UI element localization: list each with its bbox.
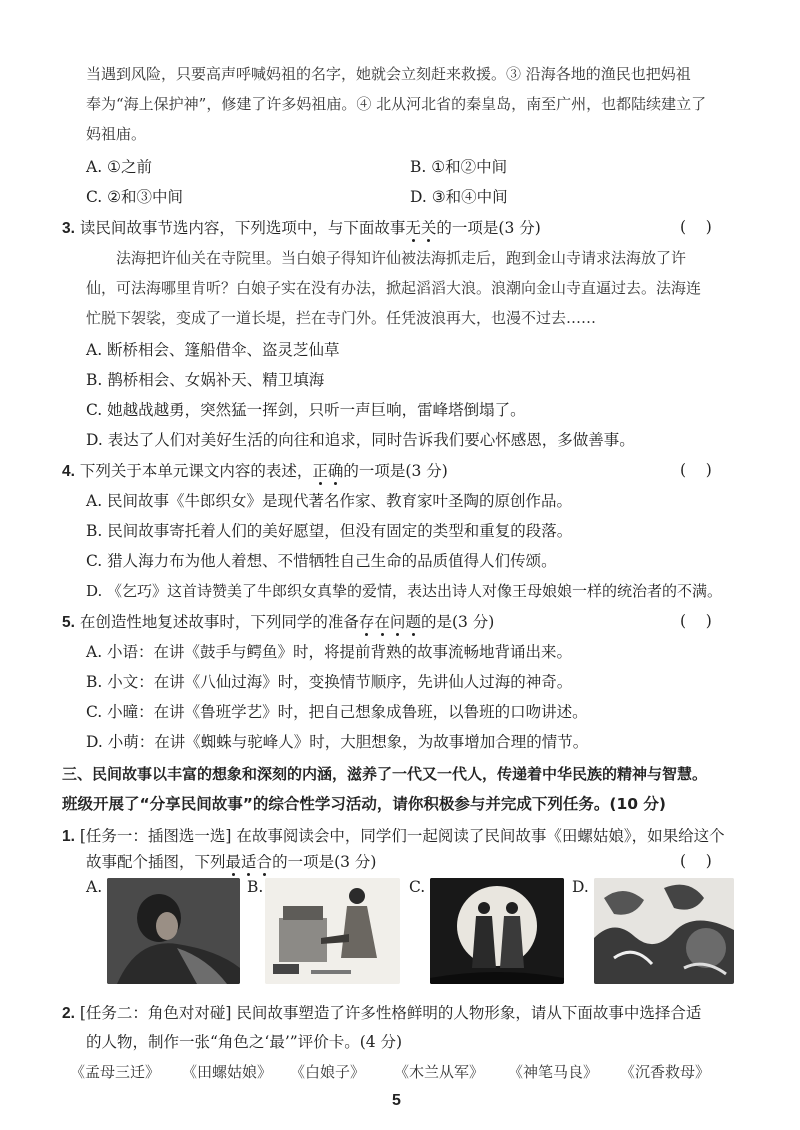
illustration-c-image — [430, 878, 564, 984]
q4-number: 4. — [62, 463, 75, 480]
q5-number: 5. — [62, 614, 75, 631]
task1-emphasis-char: 适 — [241, 853, 257, 871]
q5-emphasis-char: 问 — [389, 613, 406, 631]
illustration-d[interactable] — [594, 878, 734, 984]
q2-option-d: D. ③和④中间 — [410, 188, 508, 206]
q3-passage-line-3: 忙脱下袈裟，变成了一道长堤，拦在寺门外。任凭波浪再大，也漫不过去…… — [86, 309, 597, 327]
page-number: 5 — [392, 1092, 401, 1109]
task1-line-1 — [62, 826, 725, 847]
task1-line-2 — [86, 852, 376, 872]
story-title: 《田螺姑娘》 — [182, 1063, 273, 1081]
q4-stem — [62, 461, 448, 482]
illustration-label-a: A. — [86, 878, 103, 896]
illustration-d-image — [594, 878, 734, 984]
story-title: 《白娘子》 — [290, 1063, 366, 1081]
q3-option-b: B. 鹊桥相会、女娲补天、精卫填海 — [86, 371, 325, 389]
q5-option-c: C. 小曈：在讲《鲁班学艺》时，把自己想象成鲁班，以鲁班的口吻讲述。 — [86, 703, 588, 721]
story-title: 《孟母三迁》 — [70, 1063, 161, 1081]
illustration-c[interactable] — [430, 878, 564, 984]
q5-stem — [62, 612, 494, 633]
illustration-label-d: D. — [572, 878, 589, 896]
q2-passage-line-1: 当遇到风险，只要高声呼喊妈祖的名字，她就会立刻赶来救援。③ 沿海各地的渔民也把妈祖 — [86, 65, 691, 83]
task2-number: 2. — [62, 1005, 75, 1022]
q3-option-c: C. 她越战越勇，突然猛一挥剑，只听一声巨响，雷峰塔倒塌了。 — [86, 401, 526, 419]
q2-option-c: C. ②和③中间 — [86, 188, 184, 206]
illustration-b[interactable] — [265, 878, 400, 984]
q4-option-d: D. 《乞巧》这首诗赞美了牛郎织女真挚的爱情，表达出诗人对像王母娘娘一样的统治者的不满。 — [86, 582, 723, 600]
q3-answer-blank[interactable]: ( ) — [680, 218, 712, 236]
task1-text: [任务一：插图选一选] 在故事阅读会中，同学们一起阅读了民间故事《田螺姑娘》，如果给这个 — [79, 827, 725, 845]
q3-emphasis-char: 无 — [405, 219, 421, 237]
q5-stem-post: 的是(3 分) — [420, 613, 495, 631]
q3-stem-post: 的一项是(3 分) — [436, 219, 541, 237]
task2-line-1 — [62, 1003, 701, 1024]
section-3-intro: 班级开展了“分享民间故事”的综合性学习活动，请你积极参与并完成下列任务。(10 分) — [62, 795, 667, 813]
task2-text: [任务二：角色对对碰] 民间故事塑造了许多性格鲜明的人物形象，请从下面故事中选择合适 — [79, 1004, 702, 1022]
q5-option-d: D. 小萌：在讲《蜘蛛与驼峰人》时，大胆想象，为故事增加合理的情节。 — [86, 733, 589, 751]
q4-emphasis-char: 正 — [312, 462, 328, 480]
q3-passage-line-1: 法海把许仙关在寺院里。当白娘子得知许仙被法海抓走后，跑到金山寺请求法海放了许 — [116, 249, 687, 267]
story-title: 《木兰从军》 — [394, 1063, 485, 1081]
q4-option-b: B. 民间故事寄托着人们的美好愿望，但没有固定的类型和重复的段落。 — [86, 522, 573, 540]
q3-emphasis-char: 关 — [420, 219, 437, 237]
q5-emphasis-char: 题 — [405, 613, 421, 631]
q4-answer-blank[interactable]: ( ) — [680, 461, 712, 479]
task1-answer-blank[interactable]: ( ) — [680, 852, 712, 870]
q5-option-b: B. 小文：在讲《八仙过海》时，变换情节顺序，先讲仙人过海的神奇。 — [86, 673, 573, 691]
q3-option-a: A. 断桥相会、篷船借伞、盗灵芝仙草 — [86, 341, 340, 359]
illustration-a-image — [107, 878, 240, 984]
task1-number: 1. — [62, 828, 75, 845]
q4-stem-pre: 下列关于本单元课文内容的表述， — [79, 462, 313, 480]
q2-passage-line-3: 妈祖庙。 — [86, 125, 147, 143]
q4-emphasis-char: 确 — [327, 462, 344, 480]
section-3-heading: 三、民间故事以丰富的想象和深刻的内涵，滋养了一代又一代人，传递着中华民族的精神与智慧。 — [62, 765, 708, 783]
q3-number: 3. — [62, 220, 75, 237]
task1-line2-pre: 故事配个插图，下列 — [86, 853, 226, 871]
q3-passage-line-2: 仙，可法海哪里肯听？白娘子实在没有办法，掀起滔滔大浪。浪潮向金山寺直逼过去。法海连 — [86, 279, 702, 297]
q4-stem-post: 的一项是(3 分) — [343, 462, 448, 480]
q5-emphasis-char: 存 — [358, 613, 375, 631]
illustration-a[interactable] — [107, 878, 240, 984]
story-title: 《神笔马良》 — [508, 1063, 599, 1081]
q3-stem — [62, 218, 541, 239]
illustration-label-c: C. — [409, 878, 426, 896]
illustration-label-b: B. — [247, 878, 264, 896]
q3-stem-pre: 读民间故事节选内容，下列选项中，与下面故事 — [79, 219, 406, 237]
q5-emphasis-char: 在 — [374, 613, 390, 631]
q4-option-c: C. 猎人海力布为他人着想、不惜牺牲自己生命的品质值得人们传颂。 — [86, 552, 557, 570]
illustration-b-image — [265, 878, 400, 984]
q2-passage-line-2: 奉为“海上保护神”，修建了许多妈祖庙。④ 北从河北省的秦皇岛，南至广州，也都陆续建立了 — [86, 95, 707, 113]
q2-option-a: A. ①之前 — [86, 158, 152, 176]
task1-emphasis-char: 合 — [256, 853, 273, 871]
task1-emphasis-char: 最 — [225, 853, 242, 871]
q2-option-b: B. ①和②中间 — [410, 158, 508, 176]
q4-option-a: A. 民间故事《牛郎织女》是现代著名作家、教育家叶圣陶的原创作品。 — [86, 492, 573, 510]
q5-option-a: A. 小语：在讲《鼓手与鳄鱼》时，将提前背熟的故事流畅地背诵出来。 — [86, 643, 573, 661]
task2-line-2: 的人物，制作一张“角色之‘最’”评价卡。(4 分) — [86, 1033, 403, 1051]
story-title: 《沉香救母》 — [620, 1063, 711, 1081]
task1-line2-post: 的一项是(3 分) — [272, 853, 377, 871]
q5-answer-blank[interactable]: ( ) — [680, 612, 712, 630]
q5-stem-pre: 在创造性地复述故事时，下列同学的准备 — [79, 613, 359, 631]
q3-option-d: D. 表达了人们对美好生活的向往和追求，同时告诉我们要心怀感恩，多做善事。 — [86, 431, 635, 449]
